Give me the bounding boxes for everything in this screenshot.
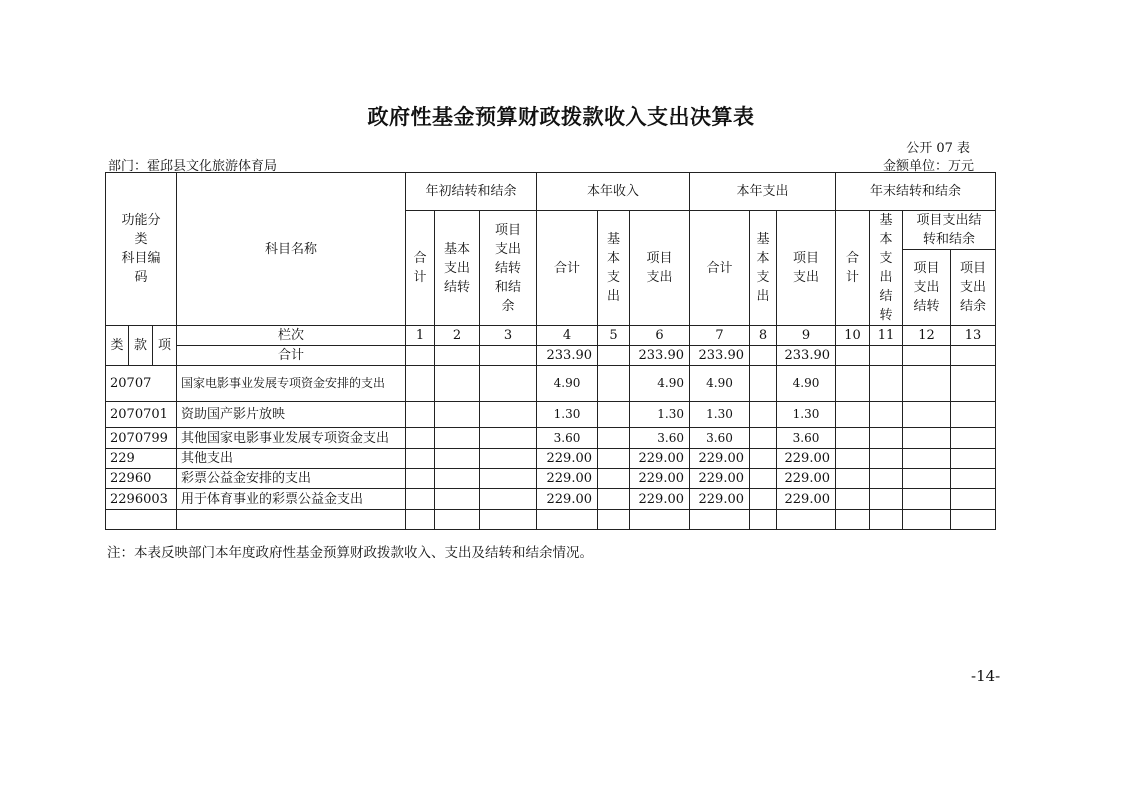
row-code: 229	[106, 449, 177, 469]
expense-project-cell: 4.90	[777, 366, 836, 402]
income-project-cell: 229.00	[630, 489, 690, 510]
row-code: 2296003	[106, 489, 177, 510]
row-name: 用于体育事业的彩票公益金支出	[177, 489, 406, 510]
expense-total-cell: 229.00	[690, 489, 750, 510]
col-num: 6	[630, 326, 690, 346]
row-name: 国家电影事业发展专项资金安排的支出	[177, 366, 406, 402]
expense-total-cell: 3.60	[690, 428, 750, 449]
expense-total-cell: 229.00	[690, 469, 750, 489]
col-num: 13	[951, 326, 996, 346]
row-code: 22960	[106, 469, 177, 489]
income-basic-header: 基 本 支 出	[598, 211, 630, 326]
row-name: 资助国产影片放映	[177, 402, 406, 428]
row-code: 2070799	[106, 428, 177, 449]
lei-header: 类	[106, 326, 129, 366]
begin-project-header: 项目 支出 结转 和结 余	[480, 211, 537, 326]
xiang-header: 项	[153, 326, 177, 366]
table-row	[106, 366, 996, 402]
kuan-header: 款	[129, 326, 153, 366]
income-project-cell: 233.90	[630, 346, 690, 366]
expense-total-cell: 229.00	[690, 449, 750, 469]
budget-table	[105, 172, 996, 530]
end-basic-header: 基 本 支 出 结 转	[870, 211, 903, 326]
expense-project-header: 项目 支出	[777, 211, 836, 326]
page-title: 政府性基金预算财政拨款收入支出决算表	[367, 105, 755, 129]
row-name: 其他国家电影事业发展专项资金支出	[177, 428, 406, 449]
form-number: 公开 07 表	[906, 141, 970, 156]
expense-basic-header: 基 本 支 出	[750, 211, 777, 326]
lanci-label: 栏次	[177, 326, 406, 346]
col-num: 12	[903, 326, 951, 346]
table-row	[106, 402, 996, 428]
income-project-cell: 3.60	[630, 428, 690, 449]
col-num: 7	[690, 326, 750, 346]
table-row	[106, 428, 996, 449]
total-label: 合计	[177, 346, 406, 366]
income-total-header: 合计	[537, 211, 598, 326]
expense-total-header: 合计	[690, 211, 750, 326]
income-total-cell: 4.90	[537, 366, 598, 402]
expense-project-cell: 229.00	[777, 489, 836, 510]
func-class-header: 功能分 类 科目编 码	[106, 173, 177, 326]
col-num: 9	[777, 326, 836, 346]
row-code: 20707	[106, 366, 177, 402]
expense-total-cell: 1.30	[690, 402, 750, 428]
col-num: 5	[598, 326, 630, 346]
footnote: 注：本表反映部门本年度政府性基金预算财政拨款收入、支出及结转和结余情况。	[107, 545, 593, 561]
col-num: 4	[537, 326, 598, 346]
col-num: 11	[870, 326, 903, 346]
total-row	[106, 346, 996, 366]
expense-project-cell: 229.00	[777, 469, 836, 489]
begin-basic-header: 基本 支出 结转	[435, 211, 480, 326]
row-code: 2070701	[106, 402, 177, 428]
col-num: 10	[836, 326, 870, 346]
table-row	[106, 489, 996, 510]
unit-label: 金额单位：万元	[882, 159, 974, 174]
expense-project-cell: 229.00	[777, 449, 836, 469]
table-row	[106, 469, 996, 489]
subject-name-header: 科目名称	[177, 173, 406, 326]
page-number: -14-	[971, 667, 1001, 685]
group-income-header: 本年收入	[537, 173, 690, 211]
income-project-header: 项目 支出	[630, 211, 690, 326]
end-project-carry-header: 项目 支出 结转	[903, 250, 951, 326]
group-begin-header: 年初结转和结余	[406, 173, 537, 211]
end-project-header: 项目支出结 转和结余	[903, 211, 996, 250]
col-num: 3	[480, 326, 537, 346]
income-total-cell: 229.00	[537, 489, 598, 510]
row-name: 其他支出	[177, 449, 406, 469]
empty-row	[106, 510, 996, 530]
expense-project-cell: 3.60	[777, 428, 836, 449]
begin-total-header: 合 计	[406, 211, 435, 326]
income-project-cell: 229.00	[630, 469, 690, 489]
income-total-cell: 1.30	[537, 402, 598, 428]
group-expense-header: 本年支出	[690, 173, 836, 211]
income-project-cell: 4.90	[630, 366, 690, 402]
department-label: 部门：霍邱县文化旅游体育局	[108, 159, 278, 174]
table-row	[106, 449, 996, 469]
income-total-cell: 3.60	[537, 428, 598, 449]
col-num: 1	[406, 326, 435, 346]
row-name: 彩票公益金安排的支出	[177, 469, 406, 489]
col-num: 8	[750, 326, 777, 346]
end-project-balance-header: 项目 支出 结余	[951, 250, 996, 326]
expense-total-cell: 233.90	[690, 346, 750, 366]
income-total-cell: 233.90	[537, 346, 598, 366]
income-project-cell: 1.30	[630, 402, 690, 428]
expense-project-cell: 1.30	[777, 402, 836, 428]
col-num: 2	[435, 326, 480, 346]
expense-project-cell: 233.90	[777, 346, 836, 366]
expense-total-cell: 4.90	[690, 366, 750, 402]
group-end-header: 年末结转和结余	[836, 173, 996, 211]
income-total-cell: 229.00	[537, 469, 598, 489]
end-total-header: 合 计	[836, 211, 870, 326]
income-total-cell: 229.00	[537, 449, 598, 469]
income-project-cell: 229.00	[630, 449, 690, 469]
